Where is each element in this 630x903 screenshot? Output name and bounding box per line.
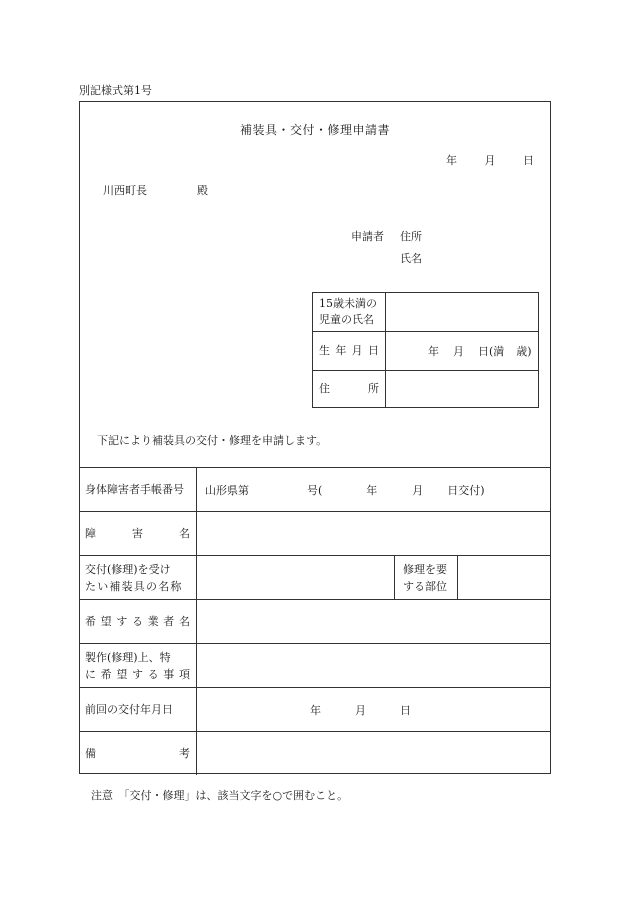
cert-month-label: 月 — [412, 483, 424, 497]
application-date — [446, 152, 534, 168]
vendor-label: 希 望 す る 業 者 名 — [79, 600, 197, 643]
child-name-label — [313, 293, 386, 331]
special-request-label-line1: 製作(修理)上、特 — [85, 650, 171, 664]
cert-day-label: 日交付) — [447, 483, 485, 497]
form-number-label: 別記様式第1号 — [79, 84, 152, 97]
certificate-label: 身体障害者手帳番号 — [79, 468, 197, 511]
child-address-field[interactable] — [386, 371, 538, 407]
applicant-label: 申請者 — [351, 230, 384, 243]
child-info-table — [312, 292, 539, 408]
disability-field[interactable] — [197, 512, 551, 555]
child-birth-label: 生 年 月 日 — [313, 332, 386, 370]
birth-day-label: 日(満 — [478, 345, 505, 358]
child-birth-row — [313, 332, 538, 371]
child-address-row — [313, 371, 538, 407]
device-name-field[interactable] — [197, 556, 394, 599]
previous-date-field[interactable] — [197, 688, 551, 731]
child-name-row — [313, 293, 538, 332]
birth-year-label: 年 — [428, 345, 439, 358]
special-request-label-line2: に 希 望 す る 事 項 — [85, 667, 190, 681]
date-year-label: 年 — [446, 154, 457, 167]
device-details-table — [79, 467, 551, 774]
remarks-field[interactable] — [197, 732, 551, 775]
device-name-label-line2: たい補装具の名称 — [85, 579, 183, 593]
form-title: 補装具・交付・修理申請書 — [239, 123, 390, 137]
remarks-row — [79, 732, 551, 775]
special-request-label — [79, 644, 197, 687]
device-name-row — [79, 556, 551, 600]
child-name-field[interactable] — [386, 293, 538, 331]
date-day-label: 日 — [523, 154, 534, 167]
special-request-field[interactable] — [197, 644, 551, 687]
disability-row — [79, 512, 551, 556]
child-name-label-line1: 15歳未満の — [319, 297, 377, 310]
certificate-row — [79, 468, 551, 512]
vendor-row — [79, 600, 551, 644]
previous-date-label: 前回の交付年月日 — [79, 688, 197, 731]
cert-number-suffix: 号( — [307, 483, 323, 497]
prev-year-label: 年 — [310, 703, 321, 717]
birth-month-label: 月 — [453, 345, 464, 358]
certificate-field[interactable] — [197, 468, 551, 511]
special-request-row — [79, 644, 551, 688]
repair-part-field[interactable] — [458, 556, 551, 599]
cert-year-label: 年 — [366, 483, 378, 497]
repair-part-label-line1: 修理を要 — [403, 562, 447, 576]
device-name-label-line1: 交付(修理)を受け — [85, 562, 171, 576]
vendor-field[interactable] — [197, 600, 551, 643]
previous-date-row — [79, 688, 551, 732]
prev-month-label: 月 — [355, 703, 366, 717]
applicant-address-label: 住所 — [400, 230, 422, 243]
cert-prefix: 山形県第 — [205, 483, 249, 497]
remarks-label: 備 考 — [79, 732, 197, 775]
child-address-label: 住 所 — [313, 371, 386, 407]
disability-label: 障 害 名 — [79, 512, 197, 555]
applicant-name-label: 氏名 — [400, 252, 422, 265]
birth-age-label: 歳) — [516, 345, 532, 358]
child-birth-field[interactable] — [386, 332, 538, 370]
date-month-label: 月 — [484, 154, 496, 167]
repair-part-label-line2: する部位 — [403, 579, 447, 593]
instruction-note: 注意 「交付・修理」は、該当文字を○で囲むこと。 — [91, 789, 349, 802]
device-name-label — [79, 556, 197, 599]
addressee — [103, 182, 208, 198]
repair-part-label — [394, 556, 458, 599]
request-statement: 下記により補装具の交付・修理を申請します。 — [97, 434, 328, 447]
addressee-name: 川西町長 — [103, 184, 147, 197]
child-name-label-line2: 児童の氏名 — [319, 313, 374, 326]
addressee-honorific: 殿 — [197, 184, 208, 197]
prev-day-label: 日 — [400, 703, 411, 717]
